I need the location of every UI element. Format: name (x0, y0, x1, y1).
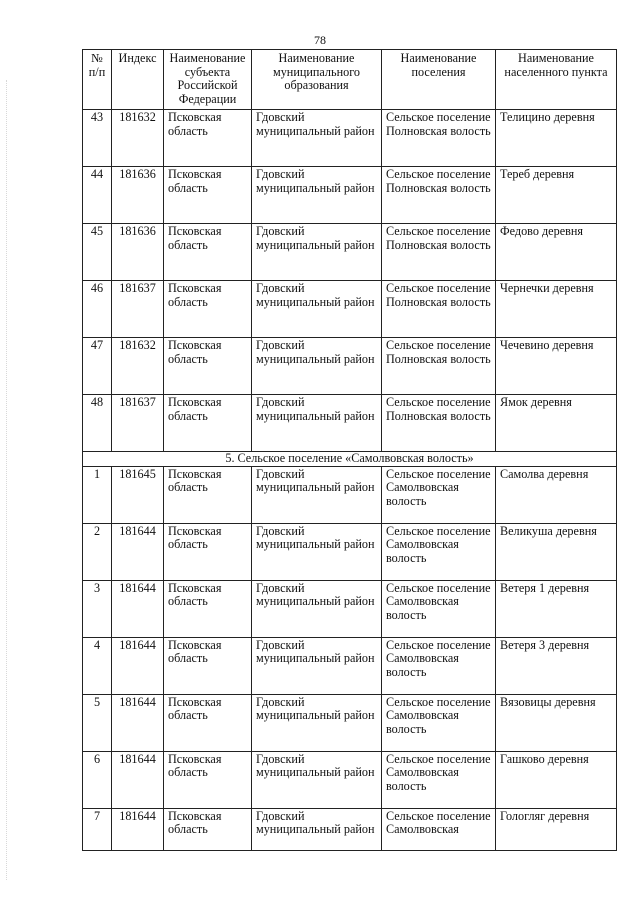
table-row (83, 110, 617, 167)
cell-locality: Ямок деревня (496, 395, 617, 452)
table-header-row (83, 50, 617, 110)
cell-index: 181645 (112, 466, 164, 523)
cell-subject: Псковская область (164, 751, 252, 808)
section-title: 5. Сельское поселение «Самолвовская волость» (83, 452, 617, 467)
cell-settlement: Сельское поселение Самолвовская волость (382, 580, 496, 637)
cell-locality: Ветеря 1 деревня (496, 580, 617, 637)
scan-edge-line (6, 80, 8, 880)
cell-locality: Ветеря 3 деревня (496, 637, 617, 694)
cell-municipality: Гдовский муниципальный район (252, 395, 382, 452)
cell-number: 1 (83, 466, 112, 523)
cell-locality: Самолва деревня (496, 466, 617, 523)
header-municipality: Наименование муниципального образования (252, 50, 382, 110)
table-row (83, 224, 617, 281)
cell-locality: Тереб деревня (496, 167, 617, 224)
header-index: Индекс (112, 50, 164, 110)
cell-number: 7 (83, 808, 112, 850)
table-row (83, 338, 617, 395)
cell-index: 181636 (112, 167, 164, 224)
cell-index: 181637 (112, 395, 164, 452)
cell-municipality: Гдовский муниципальный район (252, 466, 382, 523)
cell-settlement: Сельское поселение Самолвовская волость (382, 637, 496, 694)
cell-subject: Псковская область (164, 338, 252, 395)
table-row (83, 751, 617, 808)
cell-subject: Псковская область (164, 580, 252, 637)
cell-number: 43 (83, 110, 112, 167)
table-row (83, 523, 617, 580)
cell-locality: Чернечки деревня (496, 281, 617, 338)
cell-municipality: Гдовский муниципальный район (252, 224, 382, 281)
header-subject: Наименование субъекта Российской Федерации (164, 50, 252, 110)
cell-settlement: Сельское поселение Самолвовская (382, 808, 496, 850)
table-row (83, 808, 617, 850)
table-row (83, 694, 617, 751)
cell-locality: Телицино деревня (496, 110, 617, 167)
table-row (83, 637, 617, 694)
cell-number: 5 (83, 694, 112, 751)
cell-number: 47 (83, 338, 112, 395)
cell-subject: Псковская область (164, 637, 252, 694)
cell-number: 4 (83, 637, 112, 694)
cell-settlement: Сельское поселение Полновская волость (382, 338, 496, 395)
cell-index: 181644 (112, 751, 164, 808)
cell-locality: Великуша деревня (496, 523, 617, 580)
cell-settlement: Сельское поселение Самолвовская волость (382, 523, 496, 580)
cell-index: 181632 (112, 110, 164, 167)
cell-number: 3 (83, 580, 112, 637)
header-locality: Наименование населенного пункта (496, 50, 617, 110)
cell-subject: Псковская область (164, 694, 252, 751)
cell-number: 2 (83, 523, 112, 580)
table-row (83, 395, 617, 452)
cell-locality: Федово деревня (496, 224, 617, 281)
cell-municipality: Гдовский муниципальный район (252, 808, 382, 850)
section-heading-row (83, 452, 617, 467)
table-row (83, 580, 617, 637)
table-row (83, 167, 617, 224)
cell-settlement: Сельское поселение Полновская волость (382, 395, 496, 452)
cell-locality: Вязовицы деревня (496, 694, 617, 751)
cell-subject: Псковская область (164, 523, 252, 580)
cell-number: 45 (83, 224, 112, 281)
cell-index: 181644 (112, 523, 164, 580)
cell-municipality: Гдовский муниципальный район (252, 523, 382, 580)
cell-index: 181636 (112, 224, 164, 281)
cell-locality: Гашково деревня (496, 751, 617, 808)
cell-municipality: Гдовский муниципальный район (252, 637, 382, 694)
cell-settlement: Сельское поселение Самолвовская волость (382, 751, 496, 808)
cell-subject: Псковская область (164, 395, 252, 452)
cell-index: 181632 (112, 338, 164, 395)
cell-index: 181644 (112, 637, 164, 694)
header-number: № п/п (83, 50, 112, 110)
header-settlement: Наименование поселения (382, 50, 496, 110)
cell-settlement: Сельское поселение Полновская волость (382, 167, 496, 224)
cell-number: 6 (83, 751, 112, 808)
cell-index: 181637 (112, 281, 164, 338)
cell-subject: Псковская область (164, 167, 252, 224)
cell-subject: Псковская область (164, 281, 252, 338)
cell-subject: Псковская область (164, 110, 252, 167)
cell-locality: Гологляг деревня (496, 808, 617, 850)
cell-index: 181644 (112, 808, 164, 850)
table-row (83, 281, 617, 338)
cell-municipality: Гдовский муниципальный район (252, 338, 382, 395)
cell-number: 46 (83, 281, 112, 338)
cell-number: 48 (83, 395, 112, 452)
cell-municipality: Гдовский муниципальный район (252, 167, 382, 224)
table-row (83, 466, 617, 523)
cell-municipality: Гдовский муниципальный район (252, 281, 382, 338)
cell-settlement: Сельское поселение Самолвовская волость (382, 466, 496, 523)
cell-index: 181644 (112, 694, 164, 751)
page-number: 78 (314, 33, 326, 47)
cell-subject: Псковская область (164, 808, 252, 850)
cell-municipality: Гдовский муниципальный район (252, 694, 382, 751)
cell-number: 44 (83, 167, 112, 224)
cell-settlement: Сельское поселение Полновская волость (382, 224, 496, 281)
cell-locality: Чечевино деревня (496, 338, 617, 395)
cell-municipality: Гдовский муниципальный район (252, 580, 382, 637)
cell-settlement: Сельское поселение Полновская волость (382, 110, 496, 167)
cell-settlement: Сельское поселение Самолвовская волость (382, 694, 496, 751)
cell-municipality: Гдовский муниципальный район (252, 751, 382, 808)
cell-municipality: Гдовский муниципальный район (252, 110, 382, 167)
cell-subject: Псковская область (164, 466, 252, 523)
cell-subject: Псковская область (164, 224, 252, 281)
localities-table (82, 49, 617, 851)
cell-settlement: Сельское поселение Полновская волость (382, 281, 496, 338)
cell-index: 181644 (112, 580, 164, 637)
